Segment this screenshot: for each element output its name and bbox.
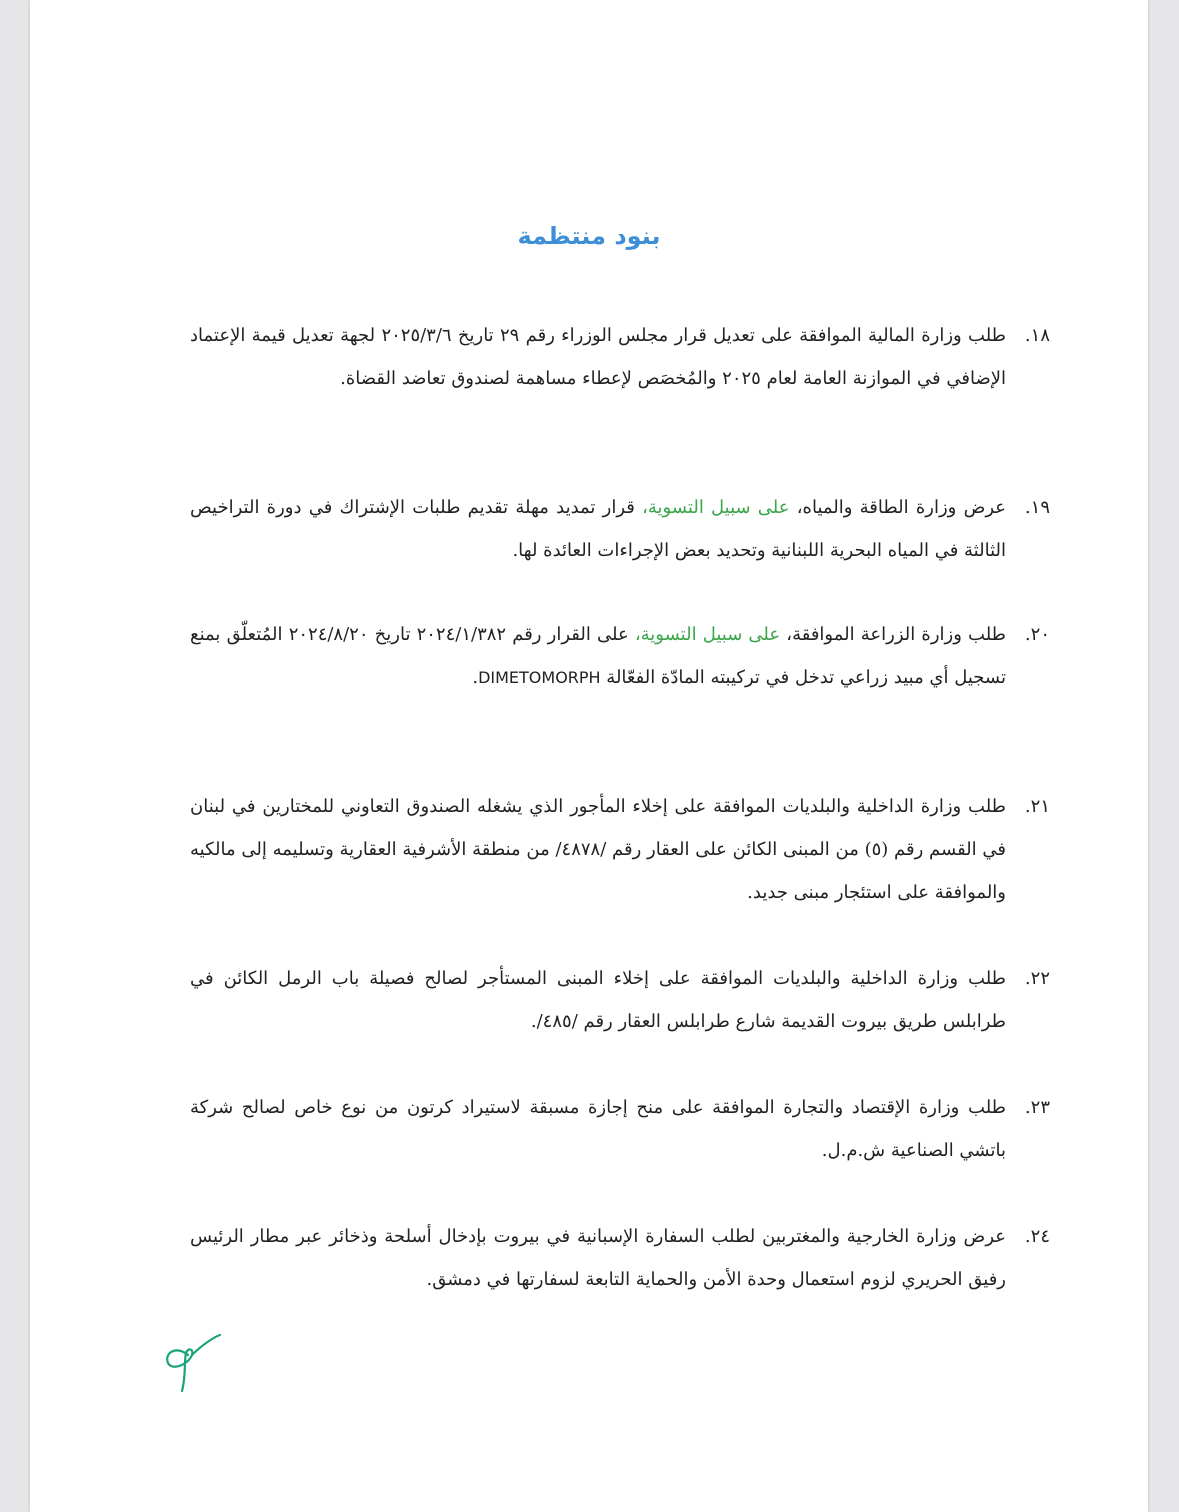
item-text — [190, 486, 1050, 572]
item-number: ٢١. — [1024, 796, 1050, 817]
document-page — [30, 0, 1148, 1512]
item-number: ١٩. — [1024, 497, 1050, 518]
item-number: ١٨. — [1024, 325, 1050, 346]
agenda-item-18 — [190, 314, 1050, 400]
agenda-item-20 — [190, 613, 1050, 699]
item-text-lead: طلب وزارة الزراعة الموافقة، — [780, 624, 1006, 645]
item-text: طلب وزارة الداخلية والبلديات الموافقة على إخلاء المأجور الذي يشغله الصندوق التعاوني للمختارين في لبنان في القسم رقم (٥) من المبنى الكائن على العقار رقم /٤٨٧٨/ من منطقة الأشرفية العقارية وتسليمه إلى مالكيه والموافقة على استئجار مبنى جديد. — [190, 796, 1006, 903]
agenda-item-19 — [190, 486, 1050, 572]
item-number: ٢٢. — [1024, 968, 1050, 989]
item-text: طلب وزارة المالية الموافقة على تعديل قرار مجلس الوزراء رقم ٢٩ تاريخ ٢٠٢٥/٣/٦ لجهة تعديل قيمة الإعتماد الإضافي في الموازنة العامة لعام ٢٠٢٥ والمُخصَص لإعطاء مساهمة لصندوق تعاضد القضاة. — [190, 325, 1006, 389]
item-text-rest: قرار تمديد مهلة تقديم طلبات الإشتراك في دورة التراخيص الثالثة في المياه البحرية اللبنانية وتحديد بعض الإجراءات العائدة لها. — [190, 497, 1006, 561]
item-text: طلب وزارة الإقتصاد والتجارة الموافقة على منح إجازة مسبقة لاستيراد كرتون من نوع خاص لصالح شركة باتشي الصناعية ش.م.ل. — [190, 1097, 1006, 1161]
agenda-item-22 — [190, 957, 1050, 1043]
item-text: طلب وزارة الداخلية والبلديات الموافقة على إخلاء المبنى المستأجر لصالح فصيلة باب الرمل الكائن في طرابلس طريق بيروت القديمة شارع طرابلس العقار رقم /٤٨٥/. — [190, 968, 1006, 1032]
agenda-item-21 — [190, 785, 1050, 914]
page-title: بنود منتظمة — [517, 222, 661, 250]
item-number: ٢٣. — [1024, 1097, 1050, 1118]
agenda-item-24 — [190, 1215, 1050, 1301]
item-text: عرض وزارة الخارجية والمغتربين لطلب السفارة الإسبانية في بيروت بإدخال أسلحة وذخائر عبر مطار الرئيس رفيق الحريري لزوم استعمال وحدة الأمن والحماية التابعة لسفارتها في دمشق. — [190, 1226, 1006, 1290]
highlight-settlement: على سبيل التسوية، — [642, 497, 790, 518]
highlight-settlement: على سبيل التسوية، — [634, 624, 781, 645]
item-text-end: . — [472, 667, 479, 688]
item-text-rest: على القرار رقم ٢٠٢٤/١/٣٨٢ تاريخ ٢٠٢٤/٨/٢٠ المُتعلّق بمنع تسجيل أي مبيد زراعي تدخل في تركيبته المادّة الفعّالة — [190, 624, 1006, 688]
item-text-lead: عرض وزارة الطاقة والمياه، — [789, 497, 1007, 518]
substance-name: DIMETOMORPH — [478, 668, 601, 687]
agenda-item-23 — [190, 1086, 1050, 1172]
signature-icon — [158, 1325, 228, 1397]
item-number: ٢٤. — [1024, 1226, 1050, 1247]
item-number: ٢٠. — [1024, 624, 1050, 645]
item-text — [190, 613, 1050, 699]
